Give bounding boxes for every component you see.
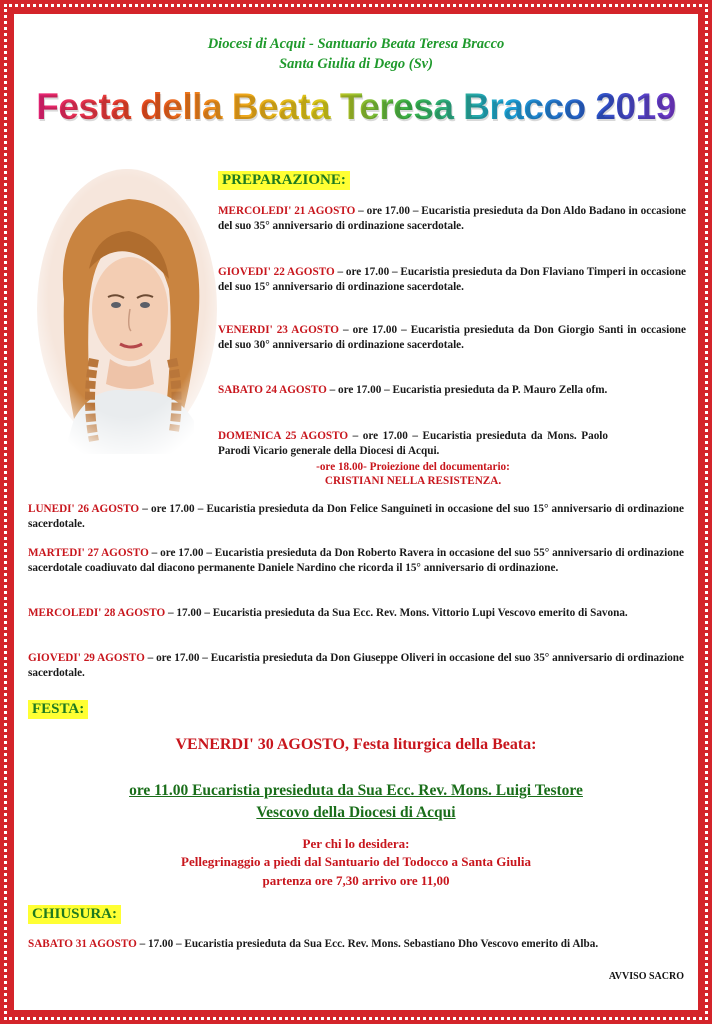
entry-text: – 17.00 – Eucaristia presieduta da Sua Ecc. Rev. Mons. Vittorio Lupi Vescovo emerito di Savona. xyxy=(165,607,628,619)
entry-text: – ore 17.00 – Eucaristia presieduta da Don Giorgio Santi in occasione del suo 30° anniversario di ordinazione sacerdotale. xyxy=(218,324,686,351)
list-item xyxy=(28,546,684,576)
entry-date: GIOVEDI' 22 AGOSTO xyxy=(218,266,335,278)
entry-date: SABATO 24 AGOSTO xyxy=(218,384,327,396)
entry-date: DOMENICA 25 AGOSTO xyxy=(218,430,349,442)
pilgrimage-intro: Per chi lo desidera: xyxy=(302,836,410,851)
entry-text: – ore 17.00 – Eucaristia presieduta da Mons. Paolo Parodi Vicario generale della Diocesi di Acqui. xyxy=(218,430,608,457)
list-item xyxy=(28,937,684,952)
list-item xyxy=(28,651,684,681)
header-location: Santa Giulia di Dego (Sv) xyxy=(279,56,433,72)
film-announcement: -ore 18.00- Proiezione del documentario: xyxy=(316,461,510,473)
entry-date: MERCOLEDI' 21 AGOSTO xyxy=(218,205,356,217)
list-item xyxy=(28,502,684,532)
entry-text: – ore 17.00 – Eucaristia presieduta da Don Aldo Badano in occasione del suo 35° anniversario di ordinazione sacerdotale. xyxy=(218,205,686,232)
legal-notice: AVVISO SACRO xyxy=(608,971,684,982)
entry-date: MERCOLEDI' 28 AGOSTO xyxy=(28,607,166,619)
entry-date: SABATO 31 AGOSTO xyxy=(28,938,137,950)
entry-text: – ore 17.00 – Eucaristia presieduta da P. Mauro Zella ofm. xyxy=(326,384,608,396)
section-label-chiusura: CHIUSURA: xyxy=(28,905,121,924)
section-label-festa: FESTA: xyxy=(28,700,88,719)
entry-date: MARTEDI' 27 AGOSTO xyxy=(28,547,149,559)
header-diocese: Diocesi di Acqui - Santuario Beata Teresa Bracco xyxy=(207,36,505,52)
poster xyxy=(14,14,698,1010)
entry-date: VENERDI' 23 AGOSTO xyxy=(218,324,339,336)
pilgrimage-times: partenza ore 7,30 arrivo ore 11,00 xyxy=(262,873,450,888)
film-title: CRISTIANI NELLA RESISTENZA. xyxy=(324,475,502,487)
list-item xyxy=(218,383,686,398)
pilgrimage-route: Pellegrinaggio a piedi dal Santuario del Todocco a Santa Giulia xyxy=(181,854,531,869)
entry-text: – ore 17.00 – Eucaristia presieduta da Don Giuseppe Oliveri in occasione del suo 35° anniversario di ordinazione sacerdotale. xyxy=(28,652,684,679)
festa-mass-line2: Vescovo della Diocesi di Acqui xyxy=(256,804,456,821)
list-item xyxy=(218,429,608,459)
entry-text: – ore 17.00 – Eucaristia presieduta da Don Felice Sanguineti in occasione del suo 15° anniversario di ordinazione sacerdotale. xyxy=(28,503,684,530)
list-item xyxy=(218,265,686,295)
festa-mass-line1: ore 11.00 Eucaristia presieduta da Sua Ecc. Rev. Mons. Luigi Testore xyxy=(129,782,583,799)
section-label-preparazione: PREPARAZIONE: xyxy=(218,171,350,190)
entry-text: – ore 17.00 – Eucaristia presieduta da Don Roberto Ravera in occasione del suo 55° anniversario di ordinazione sacerdotale coadiuvato dal diacono permanente Daniele Nardino che ricorda il 15° anniversario di ordinazione. xyxy=(28,547,684,574)
festa-headline: VENERDI' 30 AGOSTO, Festa liturgica della Beata: xyxy=(175,736,537,753)
entry-text: – ore 17.00 – Eucaristia presieduta da Don Flaviano Timperi in occasione del suo 15° anniversario di ordinazione sacerdotale. xyxy=(218,266,687,293)
list-item xyxy=(218,204,686,234)
entry-date: GIOVEDI' 29 AGOSTO xyxy=(28,652,145,664)
list-item xyxy=(28,606,684,621)
entry-text: – 17.00 – Eucaristia presieduta da Sua Ecc. Rev. Mons. Sebastiano Dho Vescovo emerito di Alba. xyxy=(136,938,599,950)
portrait-illustration-icon xyxy=(34,169,220,454)
entry-date: LUNEDI' 26 AGOSTO xyxy=(28,503,140,515)
list-item xyxy=(218,323,686,353)
page-title: Festa della Beata Teresa Bracco 2019 xyxy=(14,86,698,128)
